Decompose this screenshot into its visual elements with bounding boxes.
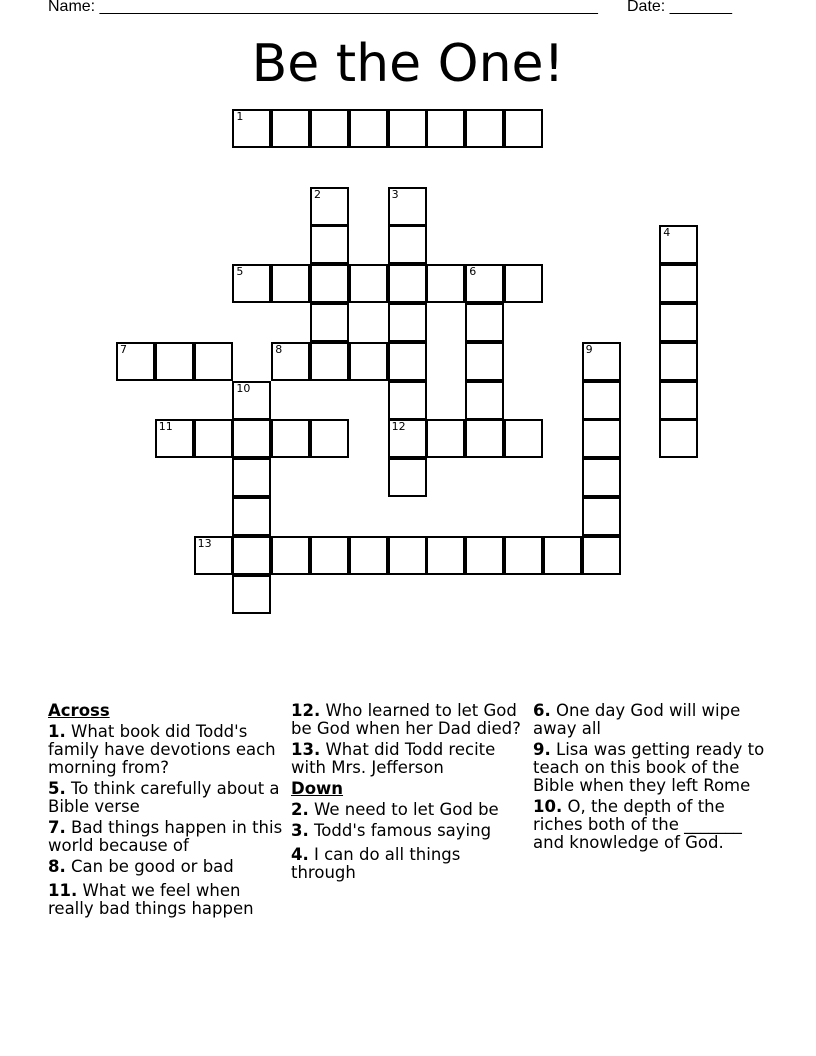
clue-text: What book did Todd's family have devotions each morning from? <box>48 722 276 777</box>
grid-cell[interactable] <box>465 109 504 148</box>
grid-cell[interactable] <box>426 109 465 148</box>
grid-cell[interactable] <box>388 419 427 458</box>
clue-text: We need to let God be <box>314 800 499 819</box>
cell-number: 12 <box>391 420 406 434</box>
grid-cell[interactable] <box>271 536 310 575</box>
clue-number: 10. <box>533 797 563 816</box>
clues-column-2 <box>291 702 527 885</box>
grid-cell[interactable] <box>465 303 504 342</box>
cell-number: 8 <box>275 342 283 356</box>
grid-cell[interactable] <box>232 109 271 148</box>
grid-cell[interactable] <box>116 342 155 381</box>
grid-cell[interactable] <box>504 264 543 303</box>
cell-number: 13 <box>197 536 212 550</box>
grid-cell[interactable] <box>388 458 427 497</box>
grid-cell[interactable] <box>194 536 233 575</box>
clue-text: What we feel when really bad things happen <box>48 881 254 918</box>
grid-cell[interactable] <box>232 264 271 303</box>
grid-cell[interactable] <box>465 342 504 381</box>
grid-cell[interactable] <box>310 536 349 575</box>
clue-down-10 <box>533 798 769 852</box>
grid-cell[interactable] <box>582 419 621 458</box>
clue-number: 6. <box>533 701 551 720</box>
clue-down-9 <box>533 741 769 795</box>
date-field[interactable]: Date: _______ <box>627 0 732 15</box>
grid-cell[interactable] <box>465 536 504 575</box>
grid-cell[interactable] <box>388 264 427 303</box>
grid-cell[interactable] <box>465 264 504 303</box>
clue-number: 2. <box>291 800 309 819</box>
grid-cell[interactable] <box>388 536 427 575</box>
clue-across-13 <box>291 741 527 777</box>
clue-across-11 <box>48 882 284 918</box>
grid-cell[interactable] <box>504 536 543 575</box>
grid-cell[interactable] <box>271 342 310 381</box>
grid-cell[interactable] <box>426 419 465 458</box>
down-heading: Down <box>291 779 344 798</box>
grid-cell[interactable] <box>465 419 504 458</box>
grid-cell[interactable] <box>194 342 233 381</box>
cell-number: 7 <box>120 342 127 356</box>
clue-across-8 <box>48 858 284 876</box>
grid-cell[interactable] <box>659 342 698 381</box>
clue-number: 8. <box>48 857 66 876</box>
clue-text: O, the depth of the riches both of the _______ and knowledge of God. <box>533 797 742 852</box>
clue-text: Who learned to let God be God when her Dad died? <box>291 701 521 738</box>
grid-cell[interactable] <box>504 109 543 148</box>
grid-cell[interactable] <box>232 536 271 575</box>
grid-cell[interactable] <box>194 419 233 458</box>
grid-cell[interactable] <box>426 264 465 303</box>
clue-across-12 <box>291 702 527 738</box>
clue-number: 9. <box>533 740 551 759</box>
cell-number: 2 <box>314 187 321 201</box>
grid-cell[interactable] <box>659 264 698 303</box>
grid-cell[interactable] <box>349 264 388 303</box>
grid-cell[interactable] <box>232 381 271 420</box>
grid-cell[interactable] <box>388 381 427 420</box>
grid-cell[interactable] <box>310 187 349 226</box>
cell-number: 10 <box>236 381 251 395</box>
grid-cell[interactable] <box>582 536 621 575</box>
cell-number: 11 <box>158 420 173 434</box>
clue-text: Can be good or bad <box>71 857 234 876</box>
across-heading: Across <box>48 701 110 720</box>
grid-cell[interactable] <box>388 303 427 342</box>
cell-number: 1 <box>236 110 244 123</box>
grid-cell[interactable] <box>582 497 621 536</box>
grid-cell[interactable] <box>349 109 388 148</box>
clue-number: 3. <box>291 821 309 840</box>
clue-across-7 <box>48 819 284 855</box>
clue-number: 5. <box>48 779 66 798</box>
cell-number: 3 <box>391 187 399 201</box>
clue-number: 12. <box>291 701 321 720</box>
grid-cell[interactable] <box>310 303 349 342</box>
grid-cell[interactable] <box>310 342 349 381</box>
clue-number: 4. <box>291 845 309 864</box>
clues-column-1 <box>48 702 284 921</box>
grid-cell[interactable] <box>388 109 427 148</box>
grid-cell[interactable] <box>659 419 698 458</box>
clue-number: 7. <box>48 818 66 837</box>
grid-cell[interactable] <box>232 575 271 614</box>
clue-number: 13. <box>291 740 321 759</box>
grid-cell[interactable] <box>155 419 194 458</box>
clue-across-1 <box>48 723 284 777</box>
clue-down-2 <box>291 801 527 819</box>
clue-text: What did Todd recite with Mrs. Jefferson <box>291 740 496 777</box>
clue-down-4 <box>291 846 527 882</box>
clue-text: Lisa was getting ready to teach on this book of the Bible when they left Rome <box>533 740 765 795</box>
cell-number: 6 <box>469 265 477 279</box>
clue-across-5 <box>48 780 284 816</box>
clues-column-3 <box>533 702 769 855</box>
grid-cell[interactable] <box>659 381 698 420</box>
grid-cell[interactable] <box>349 536 388 575</box>
grid-cell[interactable] <box>543 536 582 575</box>
grid-cell[interactable] <box>388 225 427 264</box>
grid-cell[interactable] <box>271 264 310 303</box>
grid-cell[interactable] <box>582 458 621 497</box>
grid-cell[interactable] <box>388 342 427 381</box>
clue-text: Todd's famous saying <box>314 821 492 840</box>
grid-cell[interactable] <box>155 342 194 381</box>
clue-text: To think carefully about a Bible verse <box>48 779 280 816</box>
cell-number: 5 <box>236 265 244 279</box>
grid-cell[interactable] <box>388 187 427 226</box>
grid-cell[interactable] <box>659 303 698 342</box>
clue-text: I can do all things through <box>291 845 461 882</box>
grid-cell[interactable] <box>310 225 349 264</box>
grid-cell[interactable] <box>659 225 698 264</box>
cell-number: 9 <box>585 342 593 356</box>
grid-cell[interactable] <box>349 342 388 381</box>
grid-cell[interactable] <box>426 536 465 575</box>
page-title: Be the One! <box>251 34 565 94</box>
clue-text: One day God will wipe away all <box>533 701 741 738</box>
cell-number: 4 <box>663 226 671 240</box>
name-field[interactable]: Name: ________________________________________________________ <box>48 0 598 15</box>
grid-cell[interactable] <box>582 342 621 381</box>
grid-cell[interactable] <box>232 419 271 458</box>
grid-cell[interactable] <box>271 109 310 148</box>
grid-cell[interactable] <box>310 264 349 303</box>
clue-down-3 <box>291 822 527 840</box>
grid-cell[interactable] <box>271 419 310 458</box>
grid-cell[interactable] <box>232 497 271 536</box>
grid-cell[interactable] <box>582 381 621 420</box>
clue-text: Bad things happen in this world because of <box>48 818 283 855</box>
clue-number: 1. <box>48 722 66 741</box>
clue-number: 11. <box>48 881 78 900</box>
clue-down-6 <box>533 702 769 738</box>
grid-cell[interactable] <box>232 458 271 497</box>
grid-cell[interactable] <box>465 381 504 420</box>
grid-cell[interactable] <box>310 419 349 458</box>
grid-cell[interactable] <box>504 419 543 458</box>
grid-cell[interactable] <box>310 109 349 148</box>
